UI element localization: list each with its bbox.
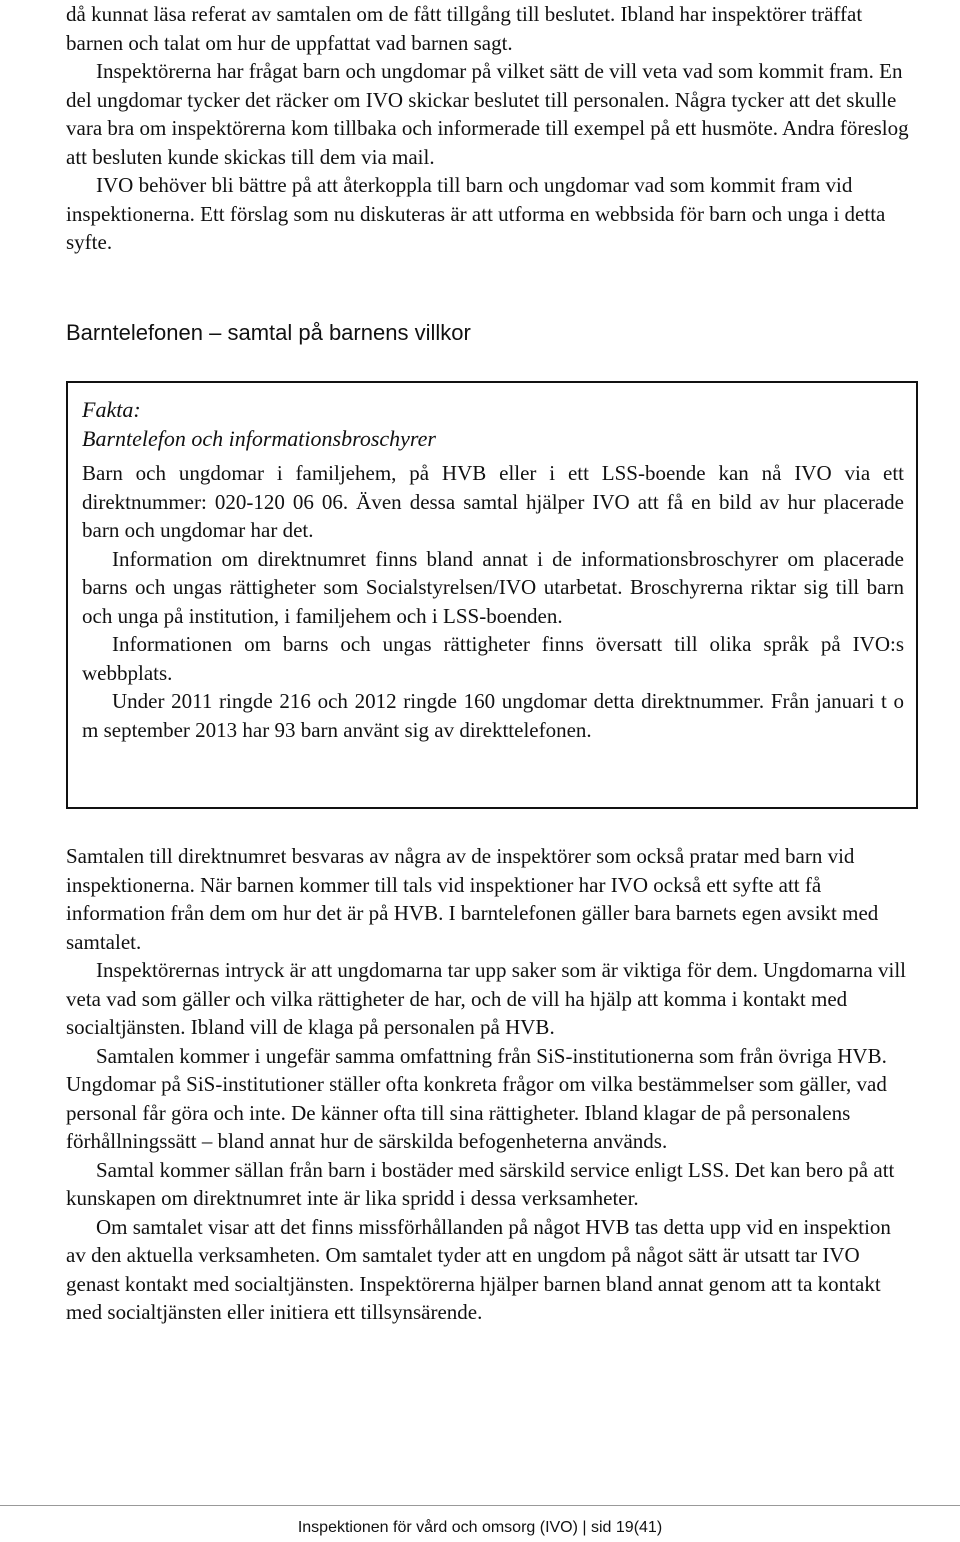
fact-box-subtitle: Barntelefon och informationsbroschyrer xyxy=(82,426,436,451)
intro-paragraph-2: Inspektörerna har frågat barn och ungdomar på vilket sätt de vill veta vad som kommit fram. En del ungdomar tycker det räcker om IVO skickar beslutet till personalen. Några tycker att det skulle vara bra om inspektörerna kom tillbaka och informerade till exempel på ett husmöte. Andra föreslog att besluten kunde skickas till dem via mail. xyxy=(66,59,909,169)
intro-paragraph-3: IVO behöver bli bättre på att återkoppla till barn och ungdomar vad som kommit fram vid inspektionerna. Ett förslag som nu diskuteras är att utforma en webbsida för barn och unga i detta syfte. xyxy=(66,173,886,254)
fact-box-title: Fakta: xyxy=(82,397,141,422)
main-paragraph-5: Om samtalet visar att det finns missförhållanden på något HVB tas detta upp vid en inspektion av den aktuella verksamheten. Om samtalet tyder att en ungdom på något sätt är utsatt tar IVO genast kontakt med socialtjänsten. Inspektörerna hjälper barnen bland annat genom att ta kontakt med socialtjänsten eller initiera ett tillsynsärende. xyxy=(66,1214,891,1324)
main-paragraph-3: Samtalen kommer i ungefär samma omfattning från SiS-institutionerna som från övriga HVB. Ungdomar på SiS-institutioner ställer ofta konkreta frågor om vilka bestämmelser som gäller, vad personal får göra och inte. De känner ofta till sina rättigheter. Ibland klagar de på personalens förhållningssätt – bland annat hur de särskilda befogenheterna används. xyxy=(66,1043,887,1153)
intro-section xyxy=(66,0,914,257)
main-paragraph-2: Inspektörernas intryck är att ungdomarna tar upp saker som är viktiga för dem. Ungdomarna vill veta vad som gäller och vilka rättigheter de har, och de vill ha hjälp att komma i kontakt med socialtjänsten. Ibland vill de klaga på personalen på HVB. xyxy=(66,958,907,1039)
page-footer: Inspektionen för vård och omsorg (IVO) | sid 19(41) xyxy=(297,1519,663,1536)
fact-paragraph-1: Barn och ungdomar i familjehem, på HVB eller i ett LSS-boende kan nå IVO via ett direktnummer: 020-120 06 06. Även dessa samtal hjälper IVO att få en bild av hur placerade barn och ungdomar har det. xyxy=(82,461,904,542)
fact-paragraph-4: Under 2011 ringde 216 och 2012 ringde 160 ungdomar detta direktnummer. Från januari t o m september 2013 har 93 barn använt sig av direkttelefonen. xyxy=(82,689,904,742)
fact-paragraph-3: Informationen om barns och ungas rättigheter finns översatt till olika språk på IVO:s webbplats. xyxy=(82,632,904,685)
fact-paragraph-2: Information om direktnumret finns bland annat i de informationsbroschyrer om placerade barns och ungas rättigheter som Socialstyrelsen/IVO utarbetat. Broschyrerna riktar sig till barn och unga på institution, i familjehem och i LSS-boenden. xyxy=(82,546,904,628)
fact-box-content xyxy=(82,395,904,744)
main-section xyxy=(66,842,914,1327)
footer-divider xyxy=(0,1505,960,1506)
main-paragraph-1: Samtalen till direktnumret besvaras av några av de inspektörer som också pratar med barn vid inspektionerna. När barnen kommer till tals vid inspektioner har IVO också ett syfte att få information från dem om hur det är på HVB. I barntelefonen gäller bara barnets egen avsikt med samtalet. xyxy=(66,844,879,954)
main-paragraph-4: Samtal kommer sällan från barn i bostäder med särskild service enligt LSS. Det kan bero på att kunskapen om direktnumret inte är lika spridd i dessa verksamheter. xyxy=(66,1157,895,1210)
fact-box xyxy=(66,381,918,809)
section-heading: Barntelefonen – samtal på barnens villkor xyxy=(66,320,471,345)
intro-paragraph-1: då kunnat läsa referat av samtalen om de fått tillgång till beslutet. Ibland har inspektörer träffat barnen och talat om hur de uppfattat vad barnen sagt. xyxy=(66,2,863,55)
